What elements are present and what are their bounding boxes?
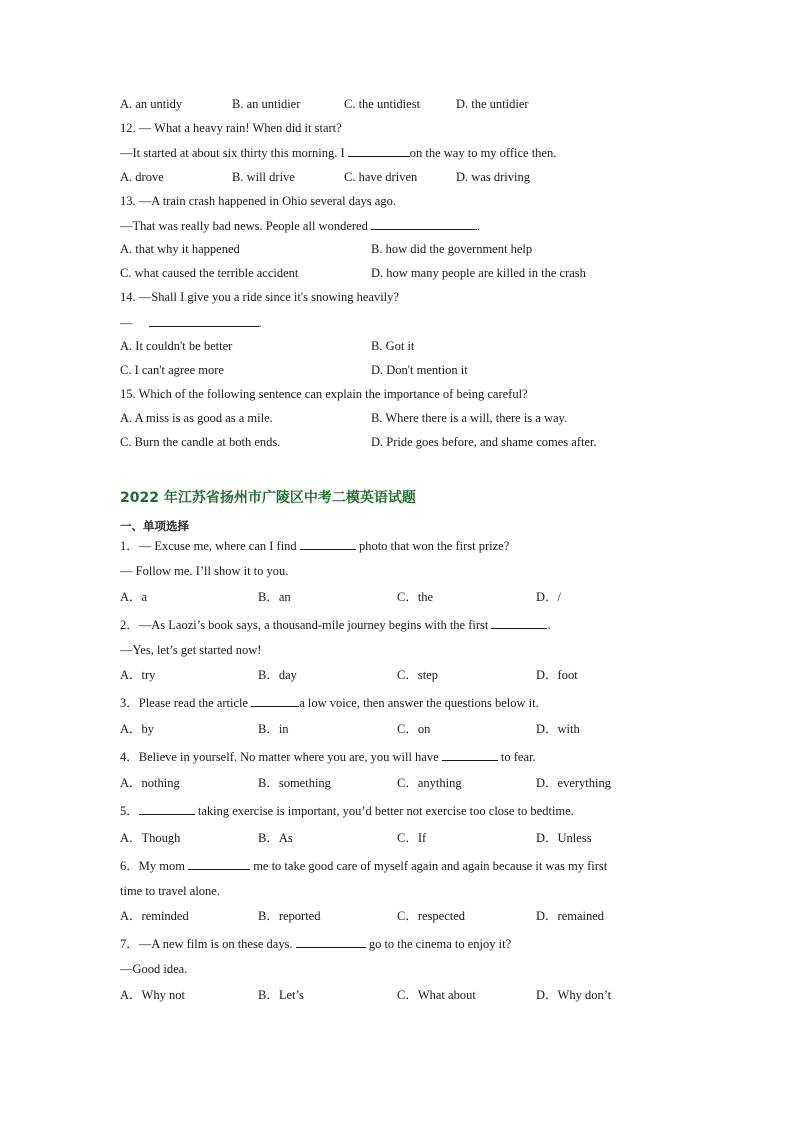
q3-question [120, 694, 539, 711]
q14-question: 14. —Shall I give you a ride since it's snowing heavily? [120, 290, 399, 304]
q1-question [120, 537, 509, 554]
q1-blank [300, 537, 356, 550]
q6-question [120, 857, 607, 874]
q5-text-post: taking exercise is important, you’d better not exercise too close to bedtime. [194, 804, 574, 818]
q12-blank [348, 144, 410, 157]
q4-option-a: A．nothing [120, 776, 180, 790]
q4-blank [442, 748, 498, 761]
q12-option-a: A. drove [120, 170, 164, 184]
q4-option-b: B．something [258, 776, 331, 790]
q6-option-c: C．respected [397, 909, 466, 923]
q14-blank [149, 314, 259, 327]
q14-dialogue [120, 314, 262, 331]
q13-question: 13. —A train crash happened in Ohio several days ago. [120, 194, 396, 208]
q5-option-c: C．If [397, 831, 427, 845]
q1-reply: — Follow me. I’ll show it to you. [120, 564, 289, 578]
q14-option-b: B. Got it [371, 339, 415, 353]
q14-text-post: . [258, 316, 262, 330]
q3-text-post: a low voice, then answer the questions below it. [299, 696, 539, 710]
q3-blank [251, 694, 299, 707]
q4-option-c: C．anything [397, 776, 462, 790]
q6-question-cont: time to travel alone. [120, 884, 220, 898]
q2-option-d: D．foot [536, 668, 578, 682]
q12-text-post: on the way to my office then. [409, 146, 557, 160]
q7-reply: —Good idea. [120, 962, 188, 976]
q7-blank [296, 935, 366, 948]
q7-option-d: D．Why don’t [536, 988, 612, 1002]
q1-option-b: B．an [258, 590, 291, 604]
q4-question [120, 748, 536, 765]
q7-text-post: go to the cinema to enjoy it? [365, 937, 512, 951]
q4-option-d: D．everything [536, 776, 611, 790]
q13-option-a: A. that why it happened [120, 242, 240, 256]
q2-question [120, 616, 551, 633]
q1-text-post: photo that won the first prize? [355, 539, 510, 553]
q14-option-a: A. It couldn't be better [120, 339, 233, 353]
q13-option-c: C. what caused the terrible accident [120, 266, 299, 280]
q3-option-b: B．in [258, 722, 289, 736]
q1-option-d: D．/ [536, 590, 562, 604]
q13-text-pre: —That was really bad news. People all wondered [120, 219, 371, 233]
q15-option-b: B. Where there is a will, there is a way. [371, 411, 568, 425]
q5-option-a: A．Though [120, 831, 181, 845]
q6-option-d: D．remained [536, 909, 605, 923]
q4-text-post: to fear. [497, 750, 536, 764]
q14-text-pre: — [120, 316, 133, 330]
q12-option-d: D. was driving [456, 170, 530, 184]
q12-text-pre: —It started at about six thirty this morning. I [120, 146, 348, 160]
q1-option-a: A．a [120, 590, 148, 604]
q3-text-pre: 3．Please read the article [120, 696, 252, 710]
q7-option-c: C．What about [397, 988, 476, 1002]
q5-option-b: B．As [258, 831, 293, 845]
q3-option-d: D．with [536, 722, 580, 736]
q5-option-d: D．Unless [536, 831, 592, 845]
q6-blank [188, 857, 250, 870]
q12-dialogue [120, 144, 556, 161]
q11-option-c: C. the untidiest [344, 97, 421, 111]
q5-text-pre: 5． [120, 804, 139, 818]
q13-option-b: B. how did the government help [371, 242, 533, 256]
q15-question: 15. Which of the following sentence can explain the importance of being careful? [120, 387, 528, 401]
q12-option-c: C. have driven [344, 170, 418, 184]
q2-option-c: C．step [397, 668, 438, 682]
q3-option-c: C．on [397, 722, 431, 736]
q3-option-a: A．by [120, 722, 155, 736]
section-heading: 一、单项选择 [120, 519, 189, 533]
q6-text-post: me to take good care of myself again and again because it was my first [250, 859, 608, 873]
q5-question [120, 802, 574, 819]
q6-option-b: B．reported [258, 909, 321, 923]
q5-blank [139, 802, 195, 815]
q11-option-a: A. an untidy [120, 97, 183, 111]
q2-option-b: B．day [258, 668, 297, 682]
q13-blank [371, 217, 477, 230]
q14-option-c: C. I can't agree more [120, 363, 224, 377]
q13-text-post: . [476, 219, 481, 233]
q6-text-pre: 6．My mom [120, 859, 189, 873]
exam-title: 2022 年江苏省扬州市广陵区中考二模英语试题 [120, 490, 416, 506]
q7-option-a: A．Why not [120, 988, 185, 1002]
q4-text-pre: 4．Believe in yourself. No matter where you are, you will have [120, 750, 442, 764]
q2-blank [491, 616, 547, 629]
q12-question: 12. — What a heavy rain! When did it start? [120, 121, 342, 135]
q2-reply: —Yes, let’s get started now! [120, 643, 262, 657]
q2-option-a: A．try [120, 668, 156, 682]
q6-option-a: A．reminded [120, 909, 189, 923]
q7-question [120, 935, 511, 952]
q14-option-d: D. Don't mention it [371, 363, 468, 377]
q1-option-c: C．the [397, 590, 434, 604]
q12-option-b: B. will drive [232, 170, 295, 184]
q13-dialogue [120, 217, 480, 234]
q13-option-d: D. how many people are killed in the crash [371, 266, 586, 280]
q2-text-pre: 2．—As Laozi’s book says, a thousand-mile journey begins with the first [120, 618, 492, 632]
q2-text-post: . [547, 618, 551, 632]
q1-text-pre: 1．— Excuse me, where can I find [120, 539, 300, 553]
q15-option-d: D. Pride goes before, and shame comes after. [371, 435, 597, 449]
q7-text-pre: 7．—A new film is on these days. [120, 937, 296, 951]
q15-option-a: A. A miss is as good as a mile. [120, 411, 273, 425]
q7-option-b: B．Let’s [258, 988, 304, 1002]
q11-option-d: D. the untidier [456, 97, 529, 111]
q15-option-c: C. Burn the candle at both ends. [120, 435, 281, 449]
q11-option-b: B. an untidier [232, 97, 301, 111]
